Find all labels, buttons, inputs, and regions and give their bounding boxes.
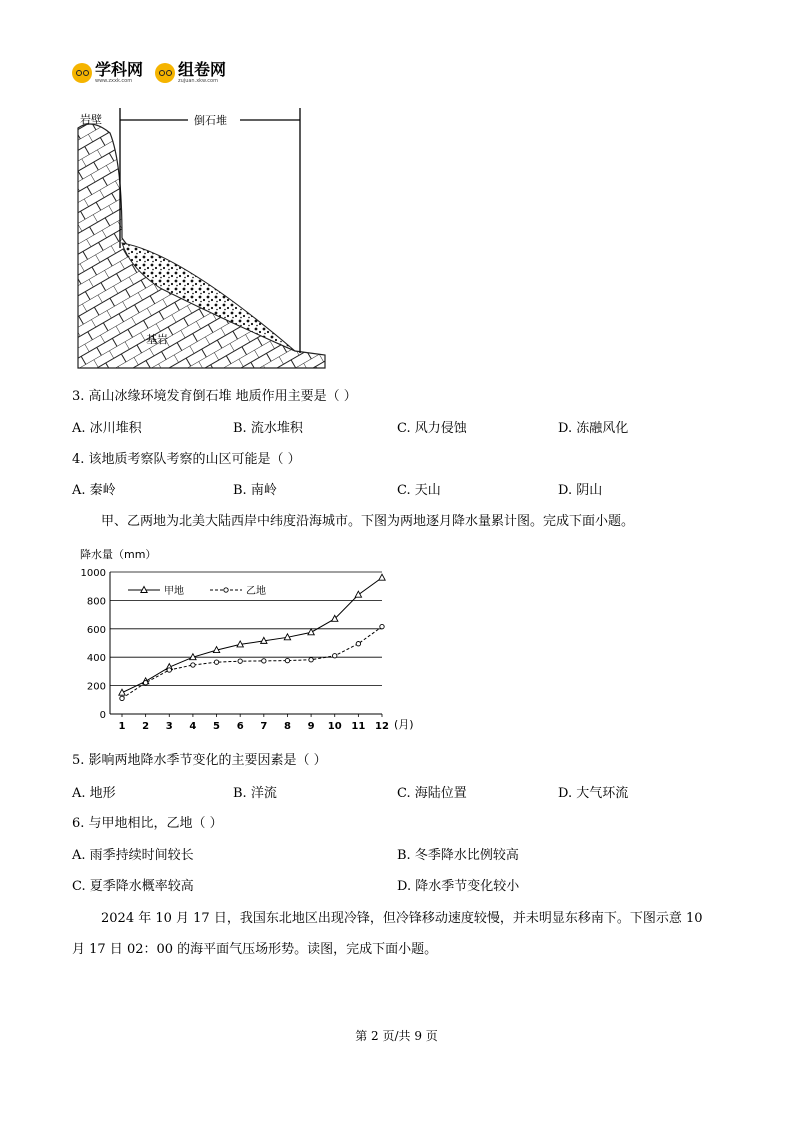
chart-x-tick-label: 10 (327, 721, 342, 732)
data-point-yi (285, 658, 289, 662)
data-point-yi (167, 668, 171, 672)
q4-option-b[interactable]: B. 南岭 (233, 483, 277, 498)
owl-icon (72, 63, 92, 83)
q6-option-d[interactable]: D. 降水季节变化较小 (397, 879, 520, 894)
q4-option-d[interactable]: D. 阴山 (558, 483, 603, 498)
talus-diagram (70, 103, 330, 373)
label-bedrock: 基岩 (146, 333, 168, 346)
logo-zujuanwang (155, 62, 226, 84)
chart-x-tick-label: 2 (142, 721, 150, 732)
q6-option-a[interactable]: A. 雨季持续时间较长 (72, 848, 194, 863)
bedrock-shape (78, 124, 325, 368)
chart-x-tick-label: 11 (351, 721, 366, 732)
intro-paragraph-3-line1: 2024 年 10 月 17 日，我国东北地区出现冷锋，但冷锋移动速度较慢，并未明显东移南下。下图示意 10 (101, 911, 703, 926)
q5-option-d[interactable]: D. 大气环流 (558, 786, 629, 801)
label-rock-wall: 岩壁 (80, 113, 102, 126)
q5-option-a[interactable]: A. 地形 (72, 786, 116, 801)
q3-option-c[interactable]: C. 风力侵蚀 (397, 421, 467, 436)
question-4-stem: 4. 该地质考察队考察的山区可能是（ ） (72, 452, 301, 467)
data-point-yi (262, 659, 266, 663)
question-6-stem: 6. 与甲地相比，乙地（ ） (72, 816, 223, 831)
q3-option-a[interactable]: A. 冰川堆积 (72, 421, 142, 436)
q3-option-d[interactable]: D. 冻融风化 (558, 421, 629, 436)
data-point-jia (379, 574, 385, 580)
q5-option-c[interactable]: C. 海陆位置 (397, 786, 467, 801)
q4-option-a[interactable]: A. 秦岭 (72, 483, 116, 498)
logo1-text: 学科网 (95, 60, 144, 79)
chart-y-tick-label: 600 (86, 624, 106, 636)
owl-grad-icon (155, 63, 175, 83)
data-point-yi (191, 663, 195, 667)
legend-label-yi: 乙地 (246, 586, 266, 597)
q6-option-b[interactable]: B. 冬季降水比例较高 (397, 848, 519, 863)
chart-x-tick-label: 1 (118, 721, 126, 732)
chart-y-tick-label: 400 (86, 653, 106, 665)
chart-x-tick-label: 9 (307, 721, 315, 732)
chart-y-tick-label: 800 (86, 596, 106, 608)
data-point-yi (238, 659, 242, 663)
q6-option-c[interactable]: C. 夏季降水概率较高 (72, 879, 194, 894)
data-point-yi (214, 660, 218, 664)
chart-y-tick-label: 0 (99, 710, 106, 721)
question-3-stem: 3. 高山冰缘环境发育倒石堆 地质作用主要是（ ） (72, 389, 357, 404)
chart-x-tick-label: 12 (375, 721, 389, 732)
data-point-jia (308, 629, 314, 635)
data-point-yi (143, 681, 147, 685)
label-talus: 倒石堆 (194, 114, 227, 127)
logo2-text: 组卷网 (178, 60, 227, 79)
chart-y-tick-label: 1000 (80, 568, 106, 579)
intro-paragraph-3-line2: 月 17 日 02：00 的海平面气压场形势。读图，完成下面小题。 (72, 942, 438, 957)
legend-marker-yi (224, 588, 228, 592)
data-point-yi (120, 696, 124, 700)
chart-y-tick-label: 200 (86, 681, 106, 693)
chart-x-tick-label: 3 (165, 721, 173, 732)
chart-ylabel: 降水量（mm） (80, 548, 157, 561)
question-5-stem: 5. 影响两地降水季节变化的主要因素是（ ） (72, 753, 327, 768)
data-point-yi (356, 642, 360, 646)
header-logos (72, 60, 238, 86)
data-point-yi (309, 658, 313, 662)
chart-x-tick-label: 7 (260, 721, 268, 732)
chart-x-tick-label: 5 (213, 721, 221, 732)
data-point-jia (355, 591, 361, 597)
chart-x-tick-label: 4 (189, 721, 197, 732)
series-line-yi (122, 627, 382, 699)
data-point-yi (333, 654, 337, 658)
page-footer: 第 2 页/共 9 页 (355, 1029, 438, 1043)
data-point-yi (380, 624, 384, 628)
chart-xlabel: (月) (394, 718, 414, 731)
logo-xuekewang (72, 62, 143, 84)
q3-option-b[interactable]: B. 流水堆积 (233, 421, 303, 436)
chart-x-tick-label: 6 (236, 721, 244, 732)
precipitation-chart (72, 542, 432, 734)
data-point-jia (119, 689, 125, 695)
chart-x-tick-label: 8 (283, 721, 291, 732)
intro-paragraph-2: 甲、乙两地为北美大陆西岸中纬度沿海城市。下图为两地逐月降水量累计图。完成下面小题。 (101, 514, 635, 529)
logo1-sub: www.zxxk.com (95, 78, 133, 84)
logo2-sub: zujuan.xkw.com (178, 78, 218, 84)
q4-option-c[interactable]: C. 天山 (397, 483, 441, 498)
q5-option-b[interactable]: B. 洋流 (233, 786, 277, 801)
legend-label-jia: 甲地 (164, 586, 184, 597)
